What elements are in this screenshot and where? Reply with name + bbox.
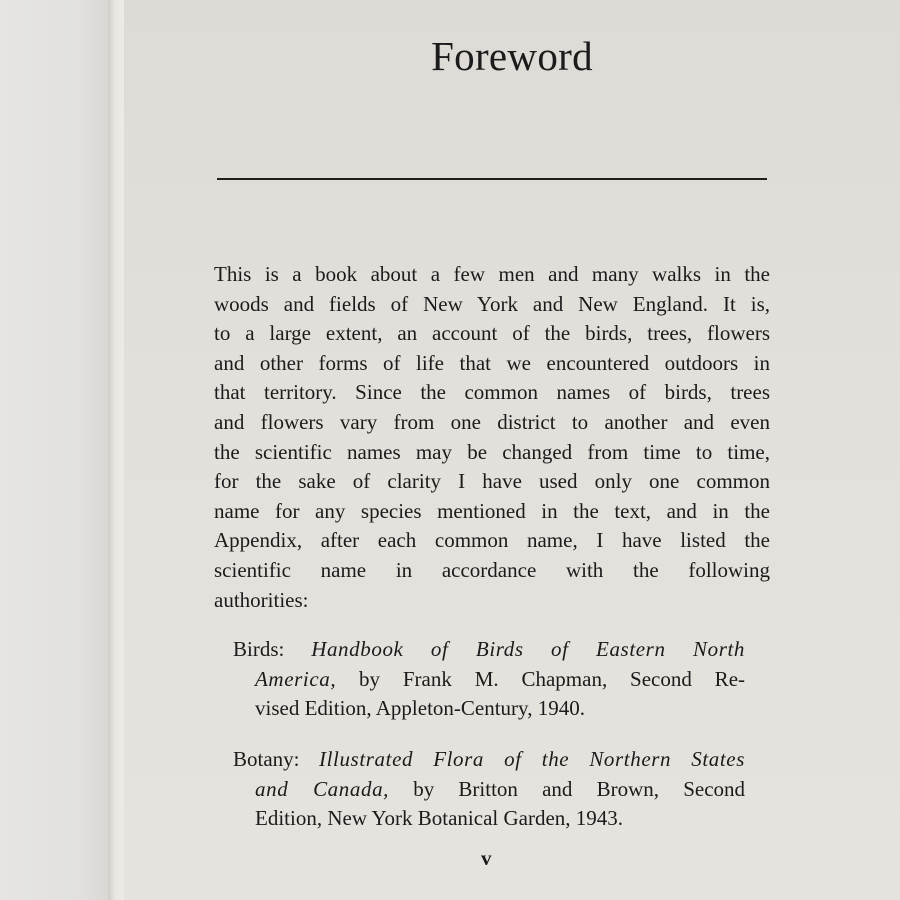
reference-title: Handbook of Birds of Eastern North bbox=[311, 637, 746, 661]
reference-title: America, bbox=[255, 666, 337, 691]
reference-birds bbox=[233, 635, 745, 724]
paragraph-line: authorities: bbox=[214, 587, 309, 612]
reference-details: by Britton and Brown, Second bbox=[413, 776, 746, 801]
reference-title: and Canada, bbox=[255, 776, 390, 801]
page-title: Foreword bbox=[431, 33, 593, 79]
reference-line: vised Edition, Appleton-Century, 1940. bbox=[255, 696, 585, 721]
paragraph-line: that territory. Since the common names of birds, trees bbox=[214, 380, 770, 405]
paragraph-line: woods and fields of New York and New England. It is, bbox=[214, 291, 770, 316]
reference-line bbox=[233, 745, 745, 775]
paragraph-line: This is a book about a few men and many walks in the bbox=[214, 262, 770, 286]
reference-line bbox=[233, 635, 745, 665]
foreword-paragraph bbox=[214, 260, 770, 615]
page-number: v bbox=[481, 846, 492, 870]
reference-line bbox=[233, 775, 745, 805]
paragraph-line: Appendix, after each common name, I have listed the bbox=[214, 528, 770, 553]
paragraph-line: and other forms of life that we encountered outdoors in bbox=[214, 350, 770, 375]
paragraph-line: and flowers vary from one district to another and even bbox=[214, 409, 770, 434]
paragraph-line: for the sake of clarity I have used only one common bbox=[214, 469, 770, 494]
paragraph-line: scientific name in accordance with the following bbox=[214, 557, 770, 582]
reference-details: by Frank M. Chapman, Second Re- bbox=[359, 666, 746, 691]
reference-line bbox=[233, 665, 745, 695]
paragraph-line: the scientific names may be changed from time to time, bbox=[214, 439, 770, 464]
reference-title: Illustrated Flora of the Northern States bbox=[319, 747, 745, 771]
paragraph-line: to a large extent, an account of the birds, trees, flowers bbox=[214, 321, 770, 346]
title-rule bbox=[217, 178, 767, 180]
reference-botany bbox=[233, 745, 745, 834]
reference-label: Botany: bbox=[233, 747, 300, 771]
left-page bbox=[0, 0, 112, 900]
reference-label: Birds: bbox=[233, 637, 285, 661]
paragraph-line: name for any species mentioned in the text, and in the bbox=[214, 498, 770, 523]
reference-line: Edition, New York Botanical Garden, 1943. bbox=[255, 806, 624, 831]
